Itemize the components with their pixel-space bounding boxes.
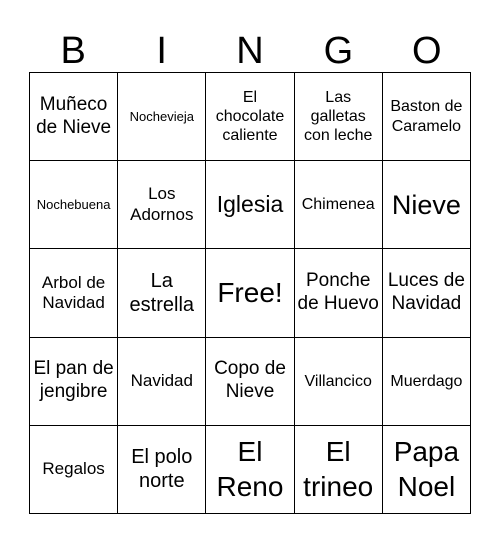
bingo-cell[interactable]: El polo norte bbox=[118, 426, 206, 514]
bingo-cell[interactable]: Arbol de Navidad bbox=[30, 249, 118, 337]
header-letter-o: O bbox=[412, 29, 442, 72]
bingo-header bbox=[29, 28, 471, 74]
bingo-cell[interactable]: El Reno bbox=[206, 426, 294, 514]
free-space[interactable]: Free! bbox=[206, 249, 294, 337]
bingo-cell[interactable]: Ponche de Huevo bbox=[295, 249, 383, 337]
header-letter-n: N bbox=[236, 29, 264, 72]
header-letter-g: G bbox=[323, 29, 354, 72]
bingo-cell[interactable]: El chocolate caliente bbox=[206, 73, 294, 161]
bingo-cell[interactable]: Papa Noel bbox=[383, 426, 471, 514]
bingo-cell[interactable]: Villancico bbox=[295, 338, 383, 426]
bingo-cell[interactable]: Iglesia bbox=[206, 161, 294, 249]
bingo-cell[interactable]: Nochevieja bbox=[118, 73, 206, 161]
bingo-cell[interactable]: Muerdago bbox=[383, 338, 471, 426]
bingo-cell[interactable]: Nieve bbox=[383, 161, 471, 249]
bingo-cell[interactable]: El pan de jengibre bbox=[30, 338, 118, 426]
bingo-cell[interactable]: El trineo bbox=[295, 426, 383, 514]
bingo-cell[interactable]: Chimenea bbox=[295, 161, 383, 249]
header-letter-b: B bbox=[60, 29, 86, 72]
bingo-cell[interactable]: La estrella bbox=[118, 249, 206, 337]
bingo-cell[interactable]: Regalos bbox=[30, 426, 118, 514]
bingo-board bbox=[29, 72, 471, 514]
bingo-cell[interactable]: Copo de Nieve bbox=[206, 338, 294, 426]
bingo-cell[interactable]: Baston de Caramelo bbox=[383, 73, 471, 161]
bingo-cell[interactable]: Las galletas con leche bbox=[295, 73, 383, 161]
bingo-cell[interactable]: Luces de Navidad bbox=[383, 249, 471, 337]
bingo-cell[interactable]: Navidad bbox=[118, 338, 206, 426]
bingo-cell[interactable]: Nochebuena bbox=[30, 161, 118, 249]
header-letter-i: I bbox=[156, 29, 167, 72]
bingo-cell[interactable]: Los Adornos bbox=[118, 161, 206, 249]
bingo-cell[interactable]: Muñeco de Nieve bbox=[30, 73, 118, 161]
